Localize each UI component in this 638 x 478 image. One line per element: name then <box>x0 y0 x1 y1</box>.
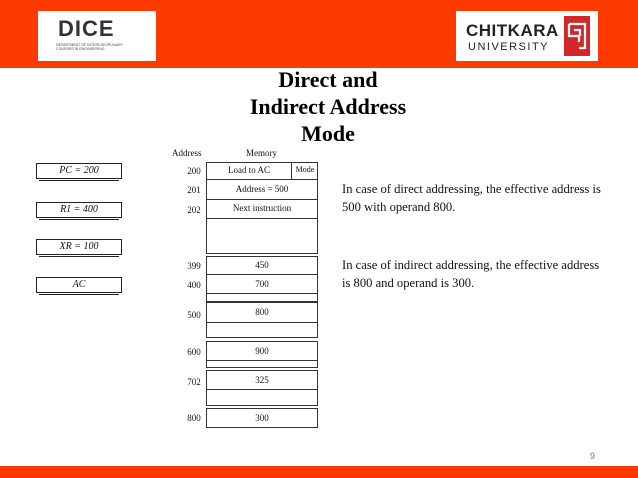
address-399: 399 <box>187 261 201 271</box>
address-201: 201 <box>187 185 201 195</box>
memory-column-header: Memory <box>246 148 277 158</box>
memory-row-divider <box>206 322 318 323</box>
address-200: 200 <box>187 166 201 176</box>
page-number: 9 <box>590 451 596 461</box>
address-600: 600 <box>187 347 201 357</box>
memory-value-201: Address = 500 <box>235 184 289 194</box>
memory-cell-201 <box>206 181 318 198</box>
memory-value-800: 300 <box>255 413 269 423</box>
dice-wordmark: DICE <box>58 16 115 41</box>
title-line-1: Direct and <box>278 67 378 92</box>
memory-value-202: Next instruction <box>232 203 292 213</box>
memory-row-divider <box>206 389 318 390</box>
memory-value-500: 800 <box>255 307 269 317</box>
address-702: 702 <box>187 377 201 387</box>
address-column-header: Address <box>172 148 202 158</box>
memory-cell-702 <box>206 372 318 389</box>
memory-cell-400 <box>206 276 318 293</box>
memory-cell-200 <box>206 162 318 179</box>
memory-gap <box>206 294 318 302</box>
title-line-3: Mode <box>301 121 355 146</box>
address-800: 800 <box>187 413 201 423</box>
memory-cell-600 <box>206 343 318 360</box>
direct-addressing-text: In case of direct addressing, the effective address is 500 with operand 800. <box>342 182 601 214</box>
memory-value-400: 700 <box>255 279 269 289</box>
address-500: 500 <box>187 310 201 320</box>
chitkara-emblem-icon <box>564 16 590 56</box>
dice-logo <box>38 11 156 61</box>
footer-band <box>0 466 638 478</box>
register-pc: PC = 200 <box>36 163 122 179</box>
title-line-2: Indirect Address <box>249 94 407 119</box>
mode-field: Mode <box>295 165 315 174</box>
memory-row-divider <box>206 179 318 180</box>
address-202: 202 <box>187 205 201 215</box>
memory-row-divider <box>206 360 318 361</box>
chitkara-logo <box>456 11 598 61</box>
indirect-addressing-text: In case of indirect addressing, the effective address is 800 and operand is 300. <box>342 258 600 290</box>
register-r1: R1 = 400 <box>36 202 122 218</box>
memory-cell-202 <box>206 200 318 217</box>
chitkara-subtitle: UNIVERSITY <box>468 41 550 53</box>
chitkara-name: CHITKARA <box>466 21 559 40</box>
memory-value-399: 450 <box>255 260 269 270</box>
memory-cell-399 <box>206 257 318 274</box>
memory-row-divider <box>206 218 318 219</box>
memory-row-divider <box>206 274 318 275</box>
register-ac: AC <box>36 277 122 293</box>
memory-value-702: 325 <box>255 375 269 385</box>
dice-tagline: DEPARTMENT OF INTERDISCIPLINARY COURSES IN ENGINEERING <box>56 43 123 52</box>
register-xr: XR = 100 <box>36 239 122 255</box>
memory-value-600: 900 <box>255 346 269 356</box>
memory-cell-500 <box>206 304 318 321</box>
slide-title <box>220 66 436 147</box>
memory-cell-800 <box>206 409 318 427</box>
address-400: 400 <box>187 280 201 290</box>
memory-value-200: Load to AC <box>228 165 270 175</box>
